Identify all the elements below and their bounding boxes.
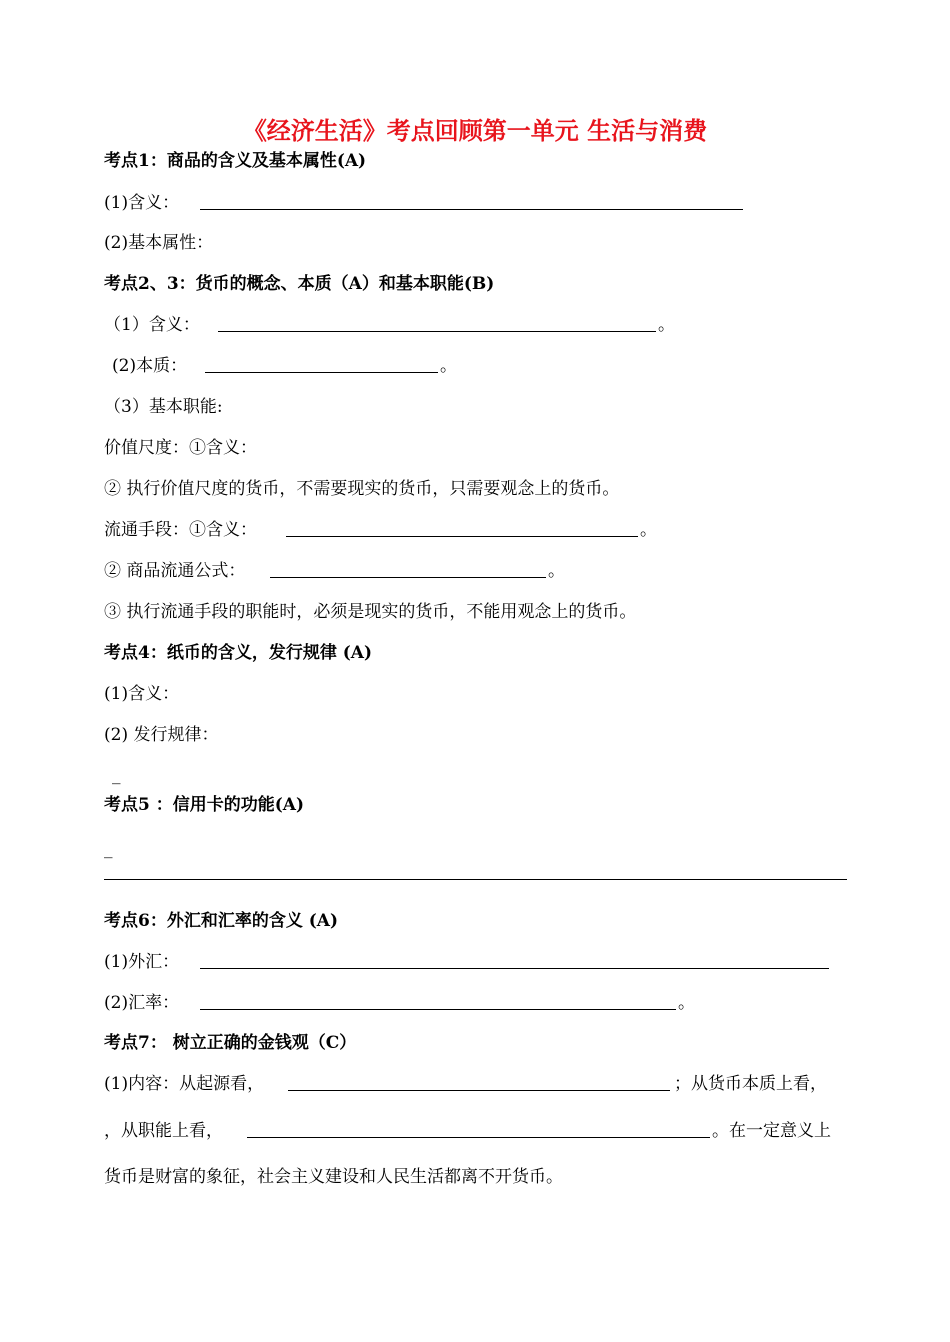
s6-forex-label: (1)外汇： [104, 952, 180, 972]
s7-function-blank [247, 1137, 710, 1138]
s2-formula-end: 。 [548, 561, 565, 581]
s4-law-label: (2) 发行规律： [104, 725, 219, 745]
s1-meaning-label: (1)含义： [104, 193, 180, 213]
page-title: 《经济生活》考点回顾第一单元 生活与消费 [242, 116, 708, 145]
section-5-heading: 考点5 ：信用卡的功能(A) [104, 795, 305, 815]
s2-formula-label: ② 商品流通公式： [104, 561, 246, 581]
section-7-heading: 考点7： 树立正确的金钱观（C） [104, 1033, 357, 1053]
s2-meaning-end: 。 [658, 315, 675, 335]
s7-content-label: (1)内容：从起源看， [104, 1074, 265, 1094]
section-4-heading: 考点4：纸币的含义，发行规律 (A) [104, 643, 373, 663]
s6-rate-label: (2)汇率： [104, 993, 180, 1013]
s2-essence-end: 。 [440, 356, 457, 376]
section-1-heading: 考点1：商品的含义及基本属性(A) [104, 151, 367, 171]
s2-circulation-note: ③ 执行流通手段的职能时，必须是现实的货币，不能用观念上的货币。 [104, 602, 637, 622]
section-6-heading: 考点6：外汇和汇率的含义 (A) [104, 911, 339, 931]
s2-circulation-blank [286, 536, 638, 537]
s4-meaning-label: (1)含义： [104, 684, 180, 704]
s2-circulation-end: 。 [640, 520, 657, 540]
s5-answer-line [104, 879, 847, 880]
s7-significance-text: 。在一定意义上 [712, 1121, 831, 1141]
s7-origin-blank [288, 1090, 670, 1091]
s7-conclusion: 货币是财富的象征，社会主义建设和人民生活都离不开货币。 [104, 1167, 563, 1187]
s2-functions-label: （3）基本职能: [104, 397, 223, 417]
s6-rate-end: 。 [678, 993, 695, 1013]
s2-value-measure: 价值尺度：①含义： [104, 438, 257, 458]
s2-circulation-label: 流通手段：①含义： [104, 520, 257, 540]
s7-essence-text: ；从货币本质上看， [674, 1074, 827, 1094]
s6-forex-blank [200, 968, 829, 969]
s4-blank-mark: _ [112, 765, 121, 785]
s5-blank-mark: _ [104, 839, 113, 859]
s2-essence-blank [205, 372, 438, 373]
s2-value-measure-note: ② 执行价值尺度的货币，不需要现实的货币，只需要观念上的货币。 [104, 479, 620, 499]
s7-function-label: ，从职能上看， [104, 1121, 223, 1141]
s2-meaning-blank [218, 331, 656, 332]
s2-essence-label: (2)本质： [112, 356, 188, 376]
s6-rate-blank [200, 1009, 676, 1010]
section-2-heading: 考点2、3：货币的概念、本质（A）和基本职能(B) [104, 274, 495, 294]
s1-meaning-blank [200, 209, 743, 210]
s1-attributes-label: (2)基本属性： [104, 233, 214, 253]
s2-formula-blank [270, 577, 546, 578]
s2-meaning-label: （1）含义： [104, 315, 200, 335]
